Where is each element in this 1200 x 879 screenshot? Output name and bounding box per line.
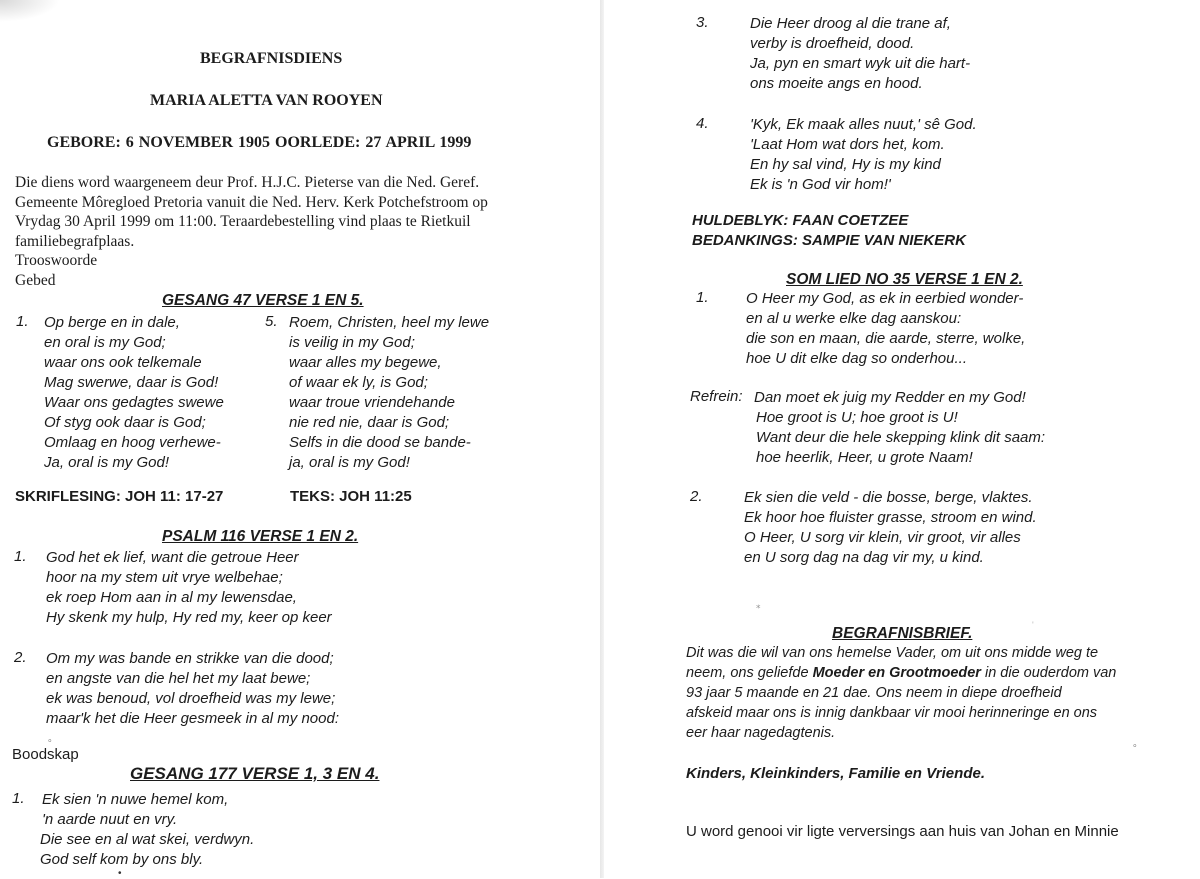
verse-number: 4. — [696, 115, 709, 132]
psalm-116-verse-1 — [46, 548, 332, 628]
verse-line: hoe U dit elke dag so onderhou... — [746, 350, 967, 367]
refrein-label: Refrein: — [690, 388, 743, 405]
verse-line: verby is droefheid, dood. — [750, 35, 915, 52]
verse-line: hoe heerlik, Heer, u grote Naam! — [756, 449, 973, 466]
gesang-177-verse-3 — [750, 14, 970, 94]
skriflesing: SKRIFLESING: JOH 11: 17-27 — [15, 488, 224, 505]
verse-line: O Heer my God, as ek in eerbied wonder- — [746, 290, 1024, 307]
verse-number: 2. — [14, 649, 27, 666]
verse-line: Hy skenk my hulp, Hy red my, keer op keer — [46, 609, 332, 626]
verse-line: ja, oral is my God! — [289, 454, 410, 471]
intro-line: Die diens word waargeneem deur Prof. H.J.C. Pieterse van die Ned. Geref. — [15, 174, 480, 191]
scan-shadow — [0, 0, 60, 22]
gesang-47-heading: GESANG 47 VERSE 1 EN 5. — [162, 292, 364, 309]
letter-line — [686, 663, 1116, 683]
scan-speck: ⁎ — [756, 600, 761, 610]
gesang-177-verse-1 — [40, 790, 254, 870]
verse-line: is veilig in my God; — [289, 334, 415, 351]
verse-line: ek was benoud, vol droefheid was my lewe; — [46, 690, 336, 707]
gesang-47-verse-5 — [289, 313, 489, 473]
som-lied-35-verse-2 — [744, 488, 1037, 568]
verse-line: nie red nie, daar is God; — [289, 414, 450, 431]
letter-line: 93 jaar 5 maande en 21 dae. Ons neem in diepe droefheid — [686, 685, 1062, 701]
verse-line: Ek sien 'n nuwe hemel kom, — [42, 791, 229, 808]
verse-line: Selfs in die dood se bande- — [289, 434, 471, 451]
verse-number: 1. — [12, 790, 25, 807]
scan-speck: ' — [1032, 620, 1034, 630]
verse-number: 3. — [696, 14, 709, 31]
som-lied-35-heading: SOM LIED NO 35 VERSE 1 EN 2. — [786, 271, 1023, 288]
verse-line: en oral is my God; — [44, 334, 166, 351]
verse-line: waar ons ook telkemale — [44, 354, 202, 371]
refreshments-invitation: U word genooi vir ligte verversings aan huis van Johan en Minnie — [686, 823, 1119, 840]
verse-line: Dan moet ek juig my Redder en my God! — [754, 389, 1026, 406]
verse-line: hoor na my stem uit vrye welbehae; — [46, 569, 283, 586]
verse-line: Mag swerwe, daar is God! — [44, 374, 219, 391]
verse-line: O Heer, U sorg vir klein, vir groot, vir alles — [744, 529, 1021, 546]
letter-text: in die ouderdom van — [980, 665, 1117, 681]
intro-line: Gemeente Môregloed Pretoria vanuit die Ned. Herv. Kerk Potchefstroom op — [15, 193, 488, 211]
right-page — [604, 0, 1200, 878]
verse-line: Ja, pyn en smart wyk uit die hart- — [750, 55, 971, 72]
teks: TEKS: JOH 11:25 — [290, 488, 412, 505]
verse-line: Ek hoor hoe fluister grasse, stroom en wind. — [744, 509, 1037, 526]
verse-line: Die Heer droog al die trane af, — [750, 15, 951, 32]
letter-line: Dit was die wil van ons hemelse Vader, om uit ons midde weg te — [686, 645, 1099, 661]
gesang-47-verse-1 — [44, 313, 224, 473]
begrafnisbrief-heading: BEGRAFNISBRIEF. — [832, 625, 973, 642]
verse-line: waar troue vriendehande — [289, 394, 455, 411]
left-page — [0, 0, 600, 878]
scan-speck: ∘ — [1132, 740, 1138, 750]
psalm-116-verse-2 — [46, 649, 339, 729]
birth-death-dates: GEBORE: 6 NOVEMBER 1905 OORLEDE: 27 APRIL 1999 — [47, 134, 472, 151]
verse-line: God self kom by ons bly. — [40, 851, 204, 868]
som-lied-35-verse-1 — [746, 289, 1025, 369]
psalm-116-heading: PSALM 116 VERSE 1 EN 2. — [162, 528, 359, 545]
family-signature: Kinders, Kleinkinders, Familie en Vriende. — [686, 765, 985, 782]
verse-number: 1. — [14, 548, 27, 565]
deceased-name: MARIA ALETTA VAN ROOYEN — [150, 92, 383, 109]
verse-line: Want deur die hele skepping klink dit saam: — [756, 429, 1046, 446]
verse-line: Op berge en in dale, — [44, 314, 180, 331]
verse-line: Ja, oral is my God! — [44, 454, 170, 471]
verse-line: Omlaag en hoog verhewe- — [44, 434, 221, 451]
intro-line: familiebegrafplaas. — [15, 232, 135, 250]
verse-line: en U sorg dag na dag vir my, u kind. — [744, 549, 984, 566]
scan-speck: ∘ — [47, 735, 53, 745]
scan-speck: • — [118, 868, 122, 879]
gesang-177-heading: GESANG 177 VERSE 1, 3 EN 4. — [130, 764, 380, 783]
verse-line: die son en maan, die aarde, sterre, wolke, — [746, 330, 1026, 347]
verse-line: ek roep Hom aan in al my lewensdae, — [46, 589, 297, 606]
intro-line: Vrydag 30 April 1999 om 11:00. Teraardebestelling vind plaas te Rietkuil — [15, 213, 471, 230]
verse-line: Hoe groot is U; hoe groot is U! — [756, 409, 958, 426]
verse-line: Roem, Christen, heel my lewe — [289, 314, 490, 331]
verse-line: en al u werke elke dag aanskou: — [746, 310, 962, 327]
verse-number: 5. — [265, 313, 278, 330]
verse-line: Ek is 'n God vir hom!' — [750, 176, 891, 193]
verse-line: maar'k het die Heer gesmeek in al my nood: — [46, 710, 340, 727]
verse-line: en angste van die hel het my laat bewe; — [46, 670, 311, 687]
verse-line: Die see en al wat skei, verdwyn. — [40, 831, 255, 848]
letter-line: eer haar nagedagtenis. — [686, 725, 836, 741]
verse-line: 'Kyk, Ek maak alles nuut,' sê God. — [750, 116, 977, 133]
letter-emphasis: Moeder en Grootmoeder — [812, 665, 981, 681]
huldeblyk: HULDEBLYK: FAAN COETZEE — [692, 212, 909, 229]
verse-line: Ek sien die veld - die bosse, berge, vlaktes. — [744, 489, 1033, 506]
order-item-boodskap: Boodskap — [12, 746, 79, 763]
verse-line: God het ek lief, want die getroue Heer — [46, 549, 299, 566]
verse-line: En hy sal vind, Hy is my kind — [750, 156, 941, 173]
service-intro — [15, 173, 488, 290]
order-item-trooswoorde: Trooswoorde — [15, 252, 98, 269]
gesang-177-verse-4 — [750, 115, 977, 195]
begrafnisbrief-text — [686, 643, 1116, 743]
verse-number: 2. — [690, 488, 703, 505]
letter-line: afskeid maar ons is innig dankbaar vir mooi herinneringe en ons — [686, 705, 1098, 721]
verse-line: 'n aarde nuut en vry. — [42, 811, 178, 828]
service-title: BEGRAFNISDIENS — [200, 50, 343, 67]
verse-line: ons moeite angs en hood. — [750, 75, 923, 92]
verse-line: Om my was bande en strikke van die dood; — [46, 650, 334, 667]
verse-number: 1. — [696, 289, 709, 306]
letter-text: neem, ons geliefde — [686, 665, 813, 681]
verse-line: Waar ons gedagtes swewe — [44, 394, 224, 411]
refrein — [754, 388, 1045, 468]
verse-line: of waar ek ly, is God; — [289, 374, 428, 391]
verse-line: 'Laat Hom wat dors het, kom. — [750, 136, 945, 153]
verse-number: 1. — [16, 313, 29, 330]
verse-line: Of styg ook daar is God; — [44, 414, 206, 431]
order-item-gebed: Gebed — [15, 271, 56, 289]
verse-line: waar alles my begewe, — [289, 354, 442, 371]
bedankings: BEDANKINGS: SAMPIE VAN NIEKERK — [692, 232, 966, 249]
